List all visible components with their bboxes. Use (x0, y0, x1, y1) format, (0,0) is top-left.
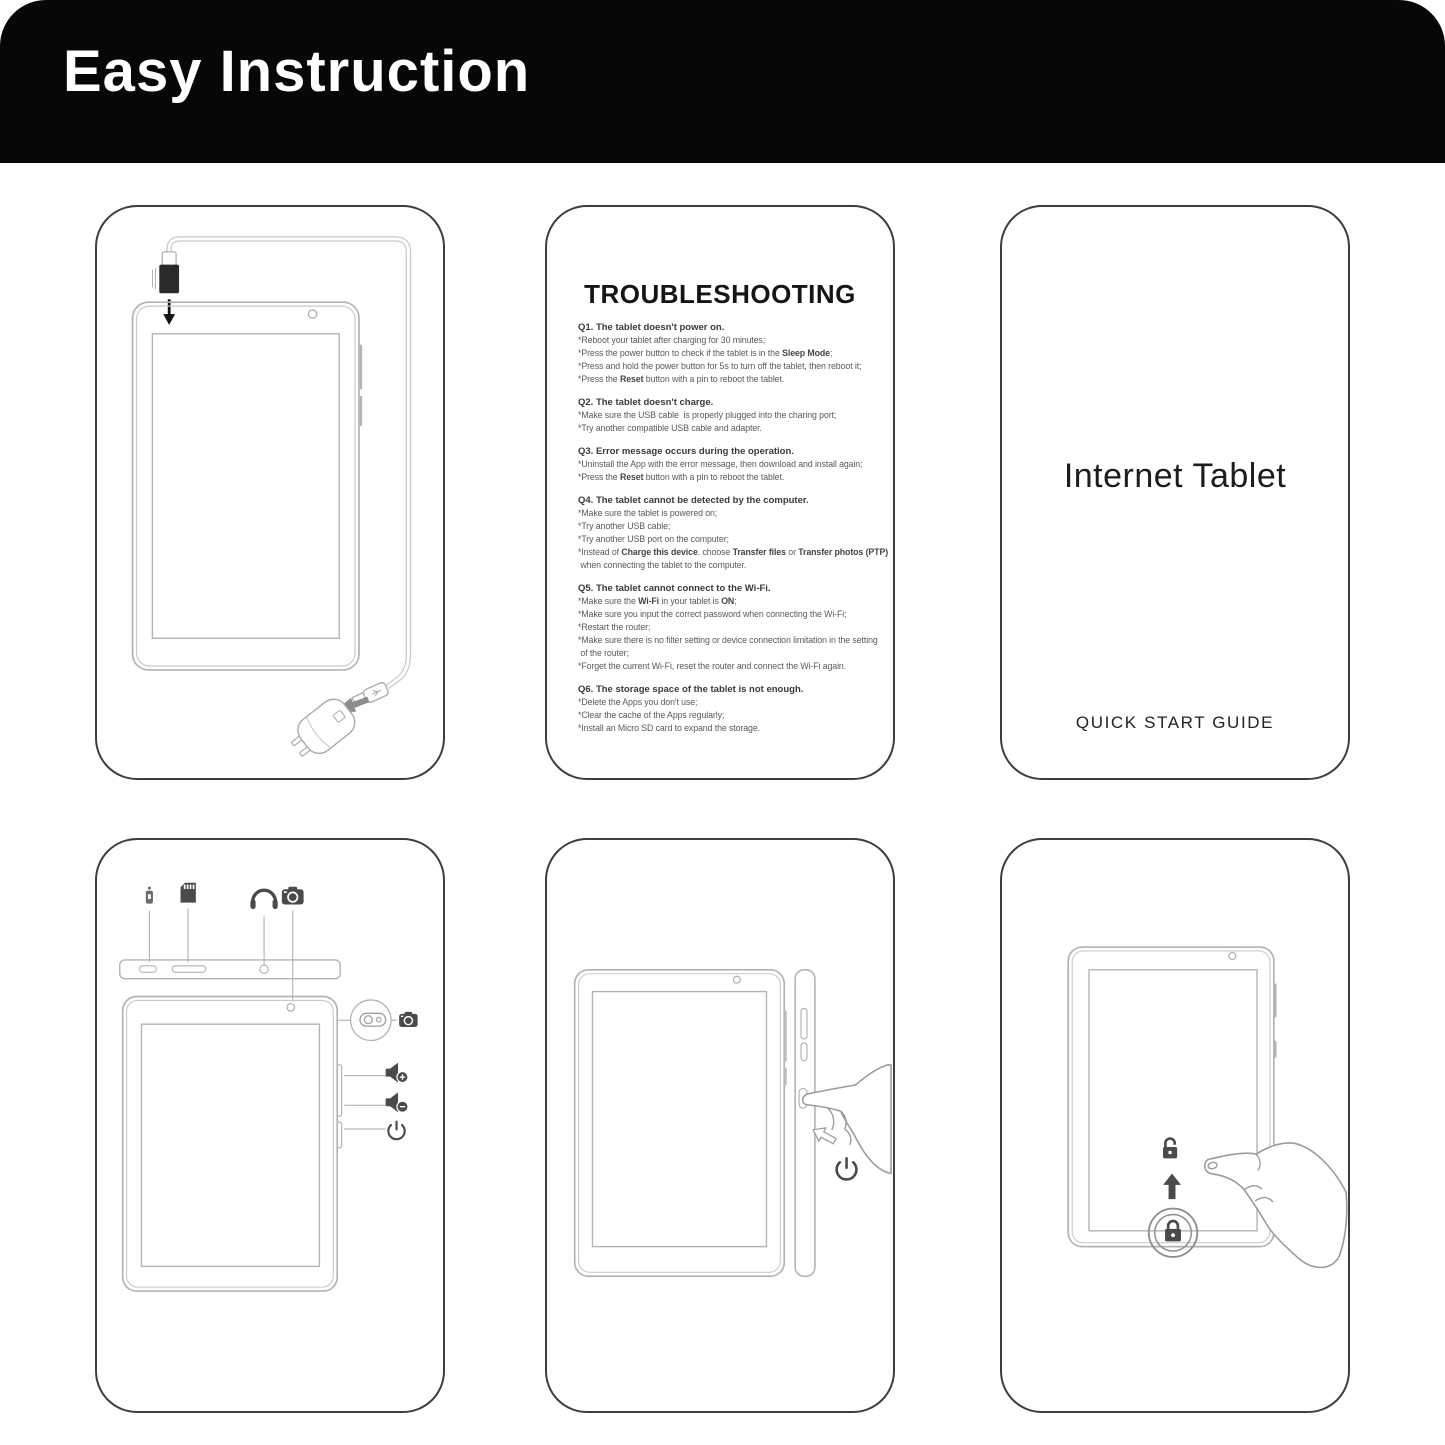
troubleshooting-body (578, 321, 889, 735)
instruction-line: *Press the power button to check if the tablet is in the Sleep Mode; (578, 348, 833, 358)
instruction-line: of the router; (578, 648, 629, 658)
panel-charging (95, 205, 445, 780)
question-heading: Q2. The tablet doesn't charge. (578, 397, 714, 408)
up-arrow-icon (1163, 1173, 1181, 1199)
instruction-line: *Forget the current Wi-Fi, reset the router and connect the Wi-Fi again. (578, 661, 847, 671)
panel-troubleshooting (545, 205, 895, 780)
question-heading: Q3. Error message occurs during the operation. (578, 446, 794, 457)
instruction-line: *Reboot your tablet after charging for 30 minutes; (578, 335, 766, 345)
micro-sd-icon (181, 883, 196, 903)
question-heading: Q4. The tablet cannot be detected by the computer. (578, 495, 809, 506)
instruction-line: *Restart the router; (578, 622, 651, 632)
volume-up-icon (386, 1063, 408, 1083)
instruction-line: *Make sure there is no filter setting or device connection limitation in the setting (578, 635, 878, 645)
front-camera-dot (287, 1004, 295, 1012)
instruction-line: *Uninstall the App with the error message, then download and install again; (578, 459, 863, 469)
front-camera-dot (733, 976, 740, 983)
lock-button (1149, 1209, 1197, 1257)
volume-button (801, 1008, 807, 1039)
panel-cover (1000, 205, 1350, 780)
instruction-line: *Clear the cache of the Apps regularly; (578, 710, 725, 720)
micro-usb-icon (146, 887, 153, 904)
tablet-screen (152, 334, 339, 638)
instruction-line: *Instead of Charge this device. choose Transfer files or Transfer photos (PTP) (578, 547, 889, 557)
tablet-front-outline (1068, 947, 1275, 1247)
top-edge-view (120, 960, 340, 979)
instruction-line: *Try another compatible USB cable and adapter. (578, 423, 762, 433)
ports-illustration (97, 840, 443, 1411)
insert-arrow-icon (163, 299, 175, 325)
instruction-line: *Make sure the Wi-Fi in your tablet is ON; (578, 596, 737, 606)
instruction-line: *Make sure you input the correct password when connecting the Wi-Fi; (578, 609, 847, 619)
instruction-line: *Make sure the USB cable is properly plugged into the charing port; (578, 410, 837, 420)
troubleshooting-section (578, 582, 883, 673)
panel-power-on (545, 838, 895, 1413)
front-camera-dot (308, 310, 316, 318)
panel-unlock (1000, 838, 1350, 1413)
question-heading: Q5. The tablet cannot connect to the Wi-Fi. (578, 583, 771, 594)
tablet-front-outline (575, 970, 786, 1276)
instruction-line: *Try another USB port on the computer; (578, 534, 729, 544)
instruction-line: *Make sure the tablet is powered on; (578, 508, 718, 518)
power-icon (837, 1158, 857, 1179)
instruction-line: when connecting the tablet to the computer. (578, 560, 747, 570)
tablet-screen (141, 1024, 319, 1266)
charging-illustration (97, 207, 443, 778)
headphone-jack (260, 965, 268, 973)
header-banner (0, 0, 1445, 163)
tablet-front-outline (133, 302, 361, 670)
troubleshooting-title: TROUBLESHOOTING (584, 279, 856, 309)
guide-subtitle: QUICK START GUIDE (1075, 713, 1275, 732)
question-heading: Q6. The storage space of the tablet is not enough. (578, 684, 804, 695)
sd-card-slot (172, 966, 206, 972)
camera-icon (399, 1012, 417, 1027)
instruction-line: *Try another USB cable; (578, 521, 671, 531)
troubleshooting-section (578, 321, 883, 386)
press-arrow-icon (810, 1123, 839, 1148)
instruction-line: *Press the Reset button with a pin to reboot the tablet. (578, 472, 785, 482)
question-heading: Q1. The tablet doesn't power on. (578, 322, 725, 333)
unlock-illustration (1002, 840, 1348, 1411)
camera-icon (282, 887, 304, 905)
product-title: Internet Tablet (1063, 457, 1287, 495)
troubleshooting-section (578, 396, 883, 435)
troubleshooting-section (578, 494, 889, 572)
front-camera-dot (1229, 953, 1236, 960)
micro-usb-port (140, 966, 157, 972)
front-camera-callout (351, 1000, 392, 1041)
lock-icon (1165, 1221, 1181, 1241)
unlock-icon (1163, 1139, 1177, 1159)
tablet-side-view (795, 970, 815, 1276)
tablet-front-outline (123, 996, 342, 1291)
headphones-icon (250, 890, 277, 909)
instruction-line: *Press the Reset button with a pin to reboot the tablet. (578, 374, 785, 384)
micro-usb-plug (152, 252, 179, 294)
instruction-line: *Delete the Apps you don't use; (578, 697, 698, 707)
tablet-screen (592, 992, 766, 1247)
power-icon (388, 1122, 404, 1139)
power-on-illustration (547, 840, 893, 1411)
instruction-line: *Install an Micro SD card to expand the storage. (578, 723, 760, 733)
page-title: Easy Instruction (63, 39, 531, 104)
instruction-line: *Press and hold the power button for 5s to turn off the tablet, then reboot it; (578, 361, 862, 371)
pointing-hand (1205, 1143, 1347, 1267)
troubleshooting-section (578, 683, 883, 735)
volume-down-icon (386, 1092, 408, 1112)
troubleshooting-section (578, 445, 883, 484)
volume-button (801, 1043, 807, 1061)
panel-ports-buttons (95, 838, 445, 1413)
